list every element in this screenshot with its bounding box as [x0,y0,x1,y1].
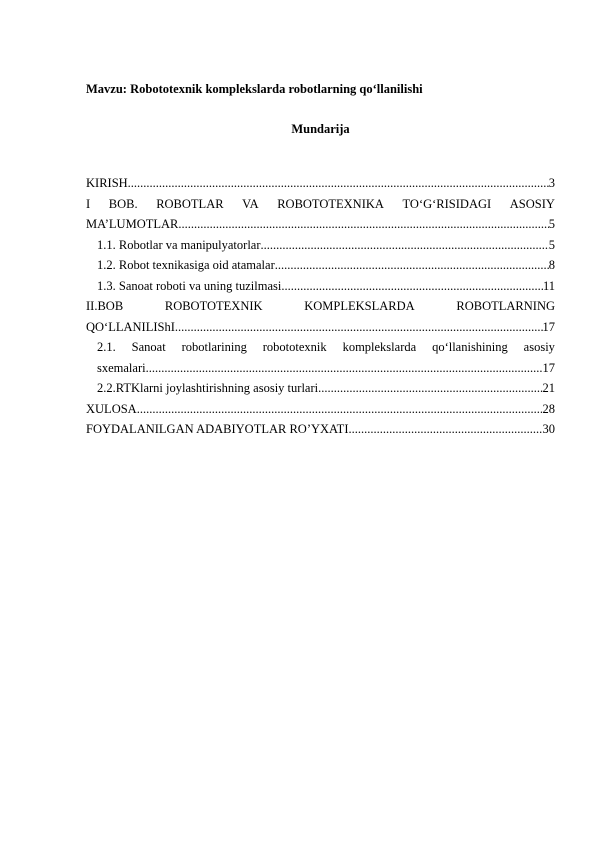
toc-leader-dots [175,317,543,338]
toc-page-number: 5 [548,237,555,252]
toc-entry-text: 1.2. Robot texnikasiga oid atamalar [97,258,275,272]
toc-leader-dots [146,358,543,379]
toc-entry-text: sxemalari [97,360,146,375]
toc-page-number: 11 [542,278,555,293]
toc-entry-text: FOYDALANILGAN ADABIYOTLAR RO’YXATI [86,422,349,436]
toc-page-number: 30 [542,422,555,436]
toc-entry-section-2-2[interactable] [86,378,555,399]
toc-word: KOMPLEKSLARDA [304,299,415,313]
toc-word: I [86,196,91,211]
toc-page-number: 17 [542,360,555,375]
toc-entry-section-2-1-line1[interactable] [86,337,555,358]
toc-entry-text: KIRISH [86,176,128,190]
toc-leader-dots [348,419,542,440]
toc-word: BOB. [108,196,138,211]
toc-entry-chapter2-line2[interactable] [86,317,555,338]
toc-entry-kirish[interactable] [86,173,555,194]
toc-word: ROBOTLARNING [456,299,555,313]
toc-leader-dots [178,214,548,235]
toc-word: ROBOTOTEXNIKA [277,196,384,211]
toc-leader-dots [128,173,549,194]
toc-entry-text: XULOSA [86,401,137,416]
toc-leader-dots [137,399,543,420]
toc-word: VA [242,196,259,211]
toc-word: ROBOTOTEXNIK [164,299,263,313]
toc-word: robototexnik [262,340,327,354]
table-of-contents [86,173,555,440]
toc-word: qo‘llanishining [432,340,508,354]
toc-entry-text: 2.2.RTKlarni joylashtirishning asosiy turlari [97,381,319,395]
toc-entry-chapter1-line2[interactable] [86,214,555,235]
toc-page-number: 28 [542,401,555,416]
toc-entry-text: QO‘LLANILIShI [86,319,175,334]
toc-leader-dots [281,276,543,297]
toc-leader-dots [275,255,549,276]
toc-page-number: 5 [548,217,555,231]
toc-word: TO‘G‘RISIDAGI [402,196,492,211]
toc-word: 2.1. [97,340,116,354]
toc-word: II.BOB [86,299,124,313]
toc-page-number: 8 [548,258,555,272]
toc-entry-chapter2-line1[interactable] [86,296,555,317]
toc-entry-text: MA’LUMOTLAR [86,217,179,231]
toc-word: robotlarining [181,340,247,354]
toc-word: asosiy [523,340,555,354]
toc-word: Sanoat [131,340,166,354]
toc-entry-text: 1.1. Robotlar va manipulyatorlar [97,237,261,252]
toc-entry-chapter1-line1[interactable] [86,194,555,215]
toc-word: ROBOTLAR [156,196,224,211]
toc-page-number: 17 [542,319,555,334]
toc-leader-dots [318,378,542,399]
toc-entry-adabiyotlar[interactable] [86,419,555,440]
toc-entry-section-1-1[interactable] [86,235,555,256]
toc-entry-xulosa[interactable] [86,399,555,420]
toc-leader-dots [261,235,549,256]
toc-entry-section-2-1-line2[interactable] [86,358,555,379]
toc-entry-text: 1.3. Sanoat roboti va uning tuzilmasi [97,278,282,293]
toc-page-number: 3 [548,176,555,190]
toc-heading: Mundarija [291,122,350,136]
toc-entry-section-1-3[interactable] [86,276,555,297]
toc-word: ASOSIY [509,196,555,211]
document-title: Mavzu: Robototexnik komplekslarda robotlarning qo‘llanilishi [86,82,423,96]
document-page [86,0,555,842]
toc-word: komplekslarda [342,340,417,354]
toc-page-number: 21 [542,381,555,395]
toc-entry-section-1-2[interactable] [86,255,555,276]
